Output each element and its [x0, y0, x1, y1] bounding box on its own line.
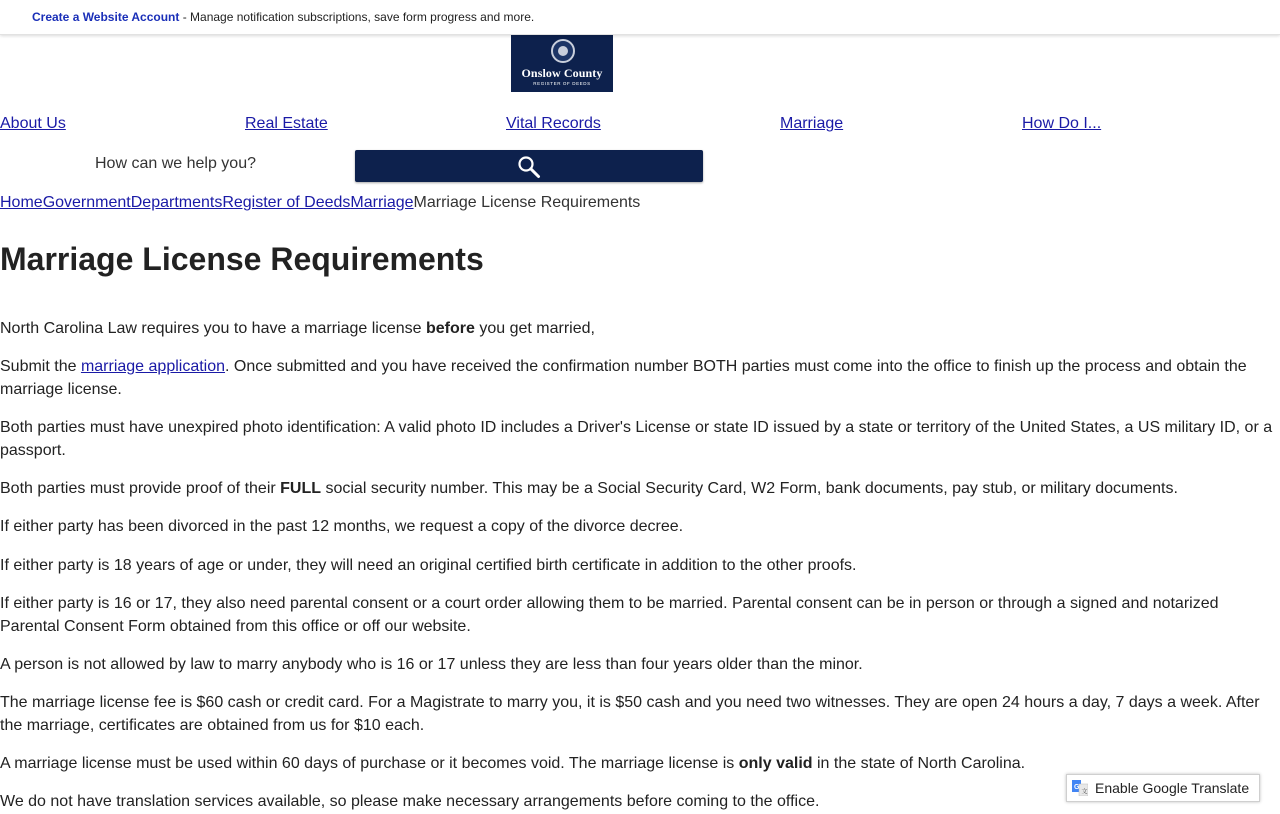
- breadcrumb-current: Marriage License Requirements: [413, 194, 641, 211]
- paragraph-translation: We do not have translation services available, so please make necessary arrangements before coming to the office.: [0, 793, 820, 810]
- logo-subtitle: REGISTER OF DEEDS: [533, 81, 591, 86]
- marriage-application-link[interactable]: marriage application: [80, 358, 226, 375]
- breadcrumb-home[interactable]: Home: [0, 194, 43, 211]
- paragraph-validity: A marriage license must be used within 60 days of purchase or it becomes void. The marriage license is only valid in the state of North Carolina.: [0, 755, 1026, 772]
- logo-name: Onslow County: [521, 66, 603, 80]
- breadcrumb-government[interactable]: Government: [42, 194, 131, 211]
- county-seal-icon: [551, 39, 575, 63]
- county-logo[interactable]: [511, 35, 613, 92]
- paragraph-photo-id: Both parties must have unexpired photo identification: A valid photo ID includes a Driver's License or state ID issued by a state or territory of the United States, a US military ID, or a passport.: [0, 419, 1273, 459]
- paragraph-fees: The marriage license fee is $60 cash or credit card. For a Magistrate to marry you, it is $50 cash and you need two witnesses. They are open 24 hours a day, 7 days a week. After the marriage, certificates are obtained from us for $10 each.: [0, 694, 1260, 734]
- nav-vital-records[interactable]: Vital Records: [506, 115, 601, 132]
- nav-real-estate[interactable]: Real Estate: [245, 115, 328, 132]
- google-translate-button[interactable]: [1066, 774, 1260, 802]
- svg-text:文: 文: [1081, 789, 1088, 796]
- create-account-link[interactable]: Create a Website Account: [32, 10, 180, 24]
- nav-marriage[interactable]: Marriage: [780, 115, 844, 132]
- search-button[interactable]: [355, 150, 703, 182]
- breadcrumb-register-of-deeds[interactable]: Register of Deeds: [222, 194, 351, 211]
- google-translate-label: Enable Google Translate: [1095, 780, 1250, 796]
- breadcrumb-marriage[interactable]: Marriage: [350, 194, 414, 211]
- paragraph-social-security: Both parties must provide proof of their FULL social security number. This may be a Social Security Card, W2 Form, bank documents, pay stub, or military documents.: [0, 480, 1178, 497]
- svg-text:G: G: [1074, 784, 1080, 791]
- nav-about-us[interactable]: About Us: [0, 115, 66, 132]
- search-icon: [517, 155, 541, 179]
- paragraph-parental-consent: If either party is 16 or 17, they also need parental consent or a court order allowing them to be married. Parental consent can be in person or through a signed and notarized Parental Consent Form obtained from this office or off our website.: [0, 595, 1219, 635]
- google-translate-icon: [1072, 780, 1088, 796]
- page-title: Marriage License Requirements: [0, 241, 484, 277]
- paragraph-submit-application: Submit the marriage application. Once submitted and you have received the confirmation number BOTH parties must come into the office to finish up the process and obtain the marriage license.: [0, 358, 1247, 398]
- nav-how-do-i[interactable]: How Do I...: [1022, 115, 1102, 132]
- breadcrumb: [0, 193, 640, 213]
- breadcrumb-departments[interactable]: Departments: [130, 194, 223, 211]
- paragraph-birth-certificate: If either party is 18 years of age or under, they will need an original certified birth certificate in addition to the other proofs.: [0, 557, 857, 574]
- paragraph-age-restriction: A person is not allowed by law to marry anybody who is 16 or 17 unless they are less than four years older than the minor.: [0, 656, 863, 673]
- paragraph-license-required: North Carolina Law requires you to have a marriage license before you get married,: [0, 320, 595, 337]
- paragraph-divorce: If either party has been divorced in the past 12 months, we request a copy of the divorce decree.: [0, 518, 684, 535]
- search-label[interactable]: How can we help you?: [95, 155, 256, 172]
- account-banner-description: - Manage notification subscriptions, save form progress and more.: [179, 10, 535, 24]
- account-banner: [0, 0, 1280, 35]
